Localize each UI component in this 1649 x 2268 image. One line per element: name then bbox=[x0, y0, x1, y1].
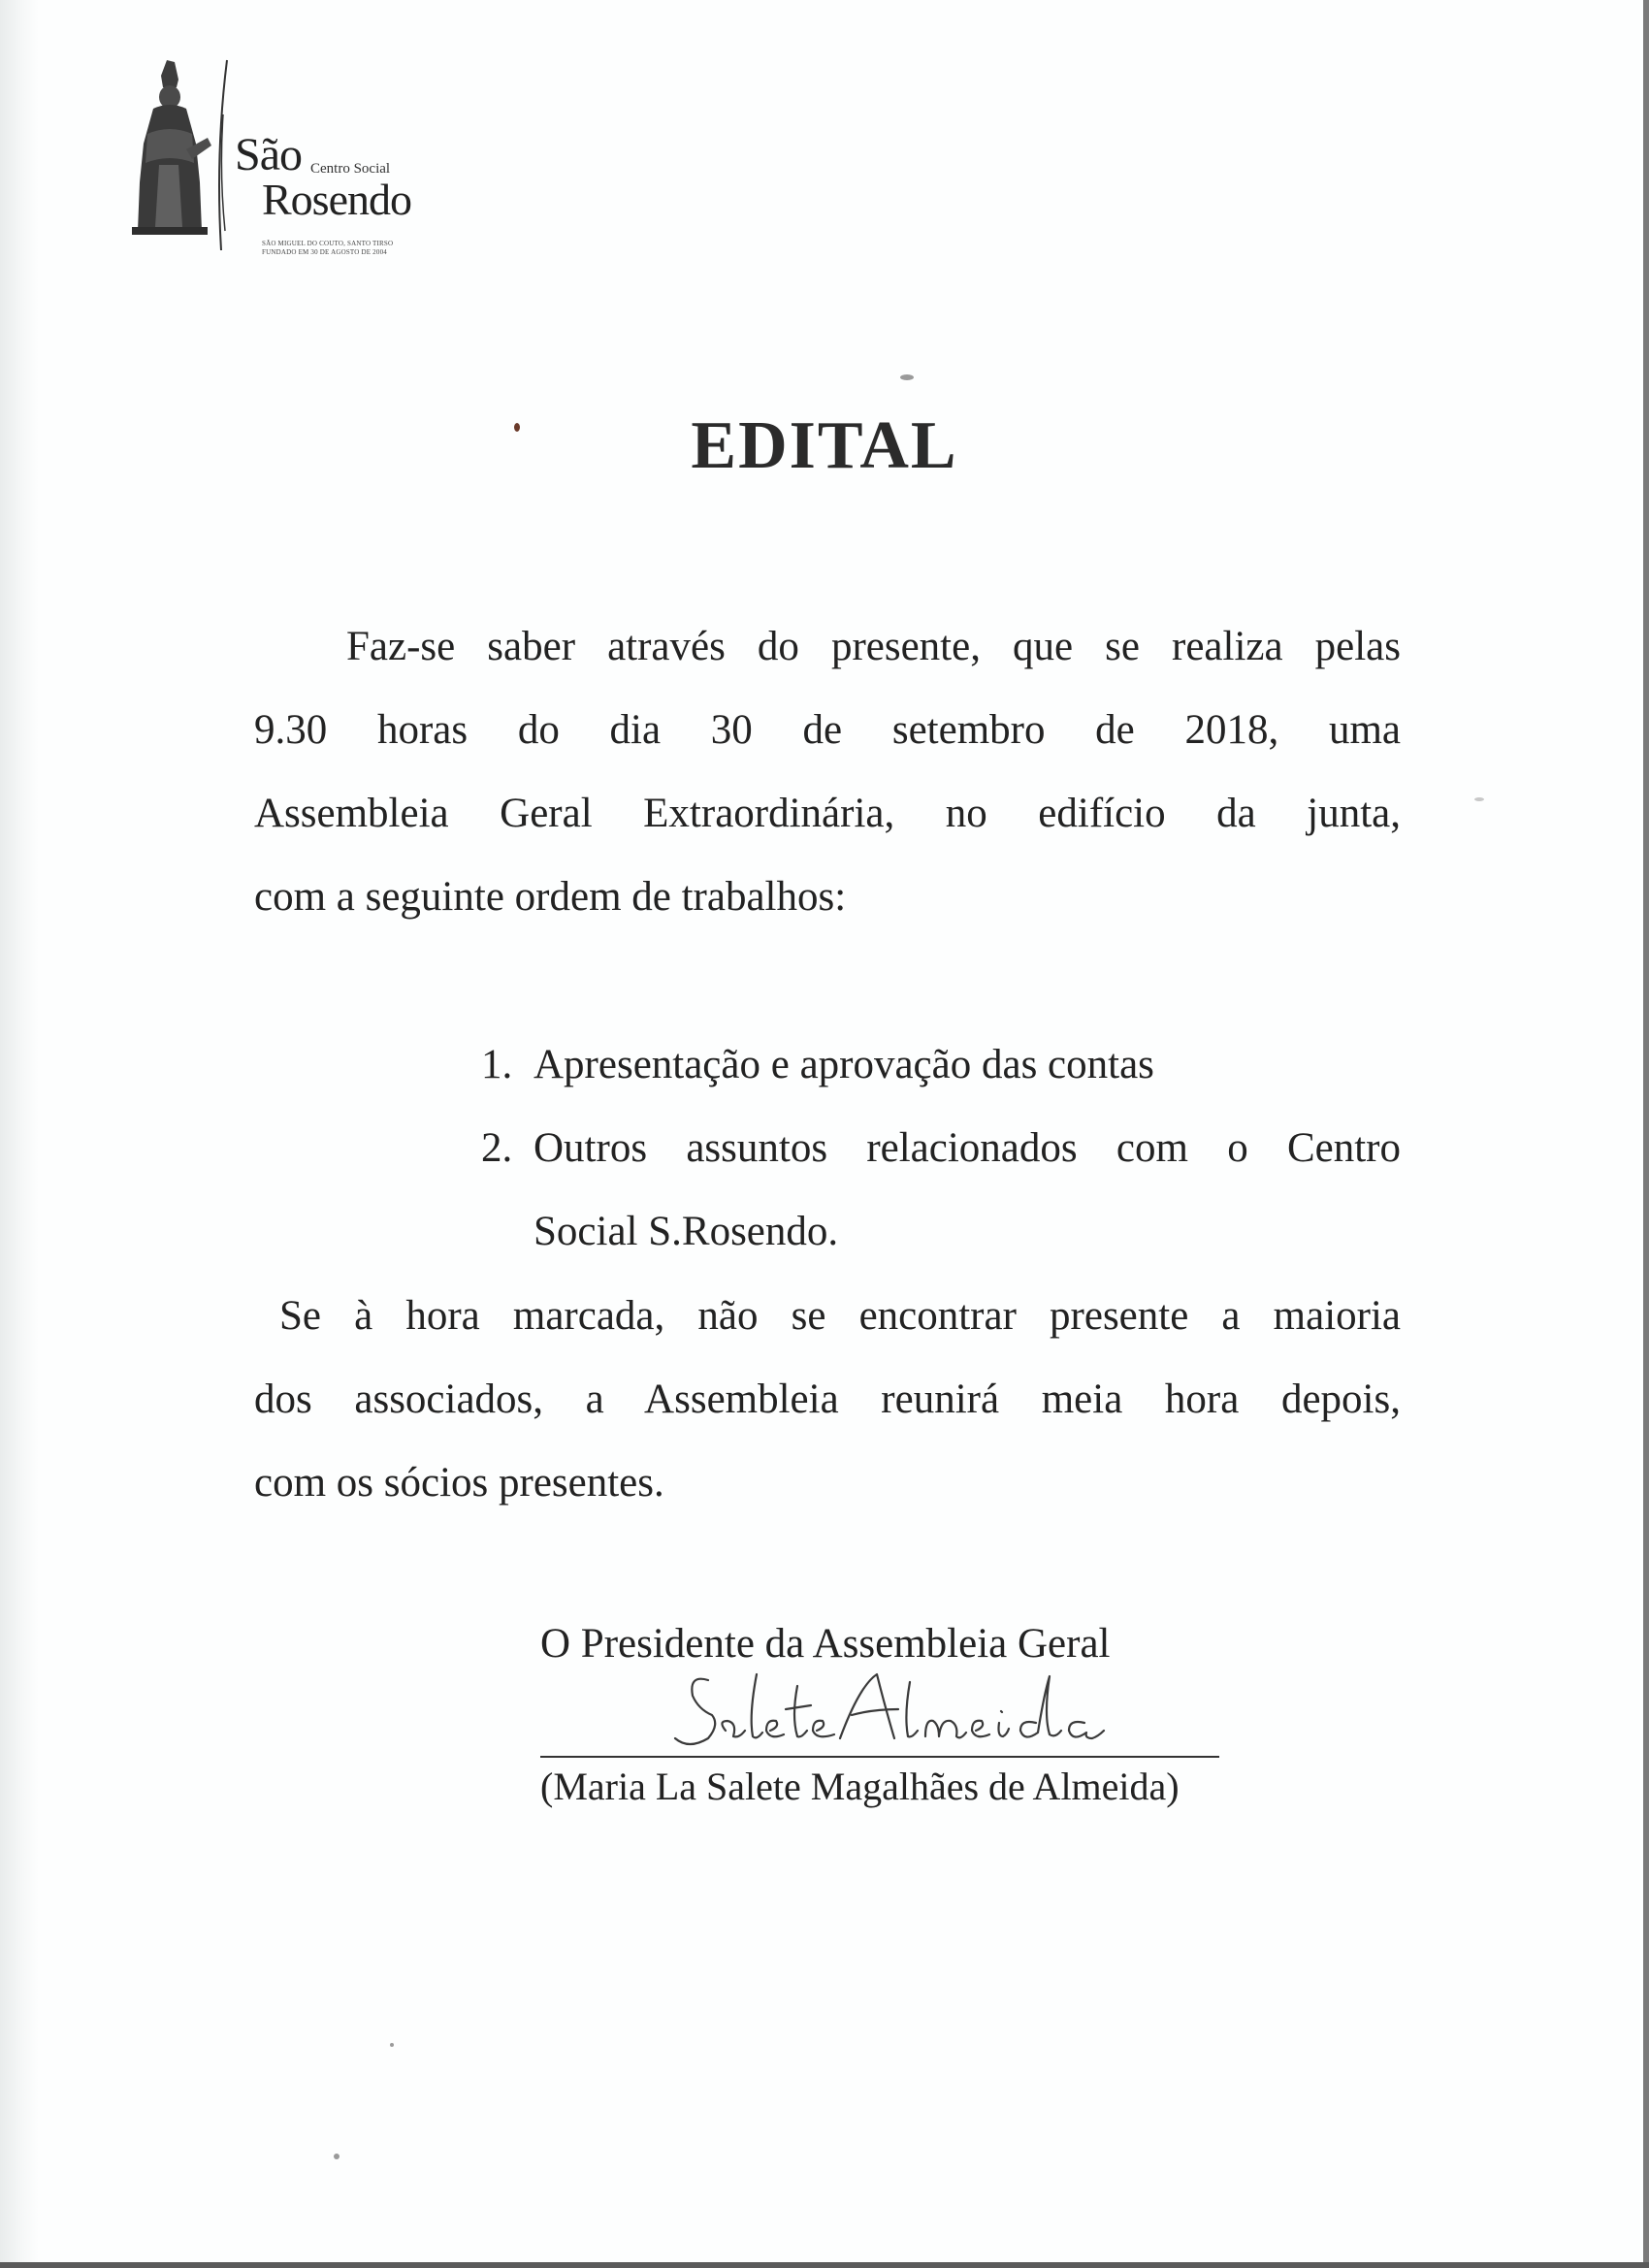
logo-founded-line: FUNDADO EM 30 DE AGOSTO DE 2004 bbox=[262, 248, 387, 256]
logo-location-line: SÃO MIGUEL DO COUTO, SANTO TIRSO bbox=[262, 240, 394, 247]
agenda-item-number: 2. bbox=[481, 1125, 513, 1171]
paragraph-line: com a seguinte ordem de trabalhos: bbox=[254, 874, 847, 920]
agenda-item-number: 1. bbox=[481, 1042, 513, 1087]
logo-name-bottom: Rosendo bbox=[262, 175, 411, 224]
signatory-role: O Presidente da Assembleia Geral bbox=[540, 1621, 1111, 1667]
paragraph-line: Assembleia Geral Extraordinária, no edifício da junta, bbox=[254, 791, 1401, 836]
logo bbox=[118, 56, 506, 260]
scan-speck bbox=[1474, 797, 1484, 801]
scan-edge-left bbox=[0, 0, 39, 2268]
paragraph-line: com os sócios presentes. bbox=[254, 1460, 664, 1506]
scan-speck bbox=[514, 423, 520, 432]
scan-speck bbox=[334, 2154, 340, 2159]
paragraph-line: Faz-se saber através do presente, que se realiza pelas bbox=[346, 624, 1401, 669]
scan-edge-bottom bbox=[0, 2262, 1649, 2268]
signature-line bbox=[540, 1756, 1219, 1758]
agenda-item-text: Apresentação e aprovação das contas bbox=[534, 1042, 1154, 1087]
logo-subtitle: Centro Social bbox=[310, 161, 391, 177]
scan-speck bbox=[390, 2043, 394, 2047]
logo-name-top: São bbox=[235, 129, 302, 180]
scan-edge-right bbox=[1643, 0, 1649, 2268]
paragraph-line: Se à hora marcada, não se encontrar presente a maioria bbox=[279, 1293, 1401, 1339]
agenda-item-text: Outros assuntos relacionados com o Centro bbox=[534, 1125, 1401, 1171]
signatory-name: (Maria La Salete Magalhães de Almeida) bbox=[540, 1765, 1180, 1808]
paragraph-line: dos associados, a Assembleia reunirá meia hora depois, bbox=[254, 1377, 1401, 1422]
paragraph-line: 9.30 horas do dia 30 de setembro de 2018, uma bbox=[254, 707, 1401, 753]
document-title: EDITAL bbox=[691, 408, 958, 483]
agenda-item-text: Social S.Rosendo. bbox=[534, 1209, 839, 1254]
handwritten-signature bbox=[669, 1667, 1212, 1756]
scan-speck bbox=[900, 374, 914, 380]
